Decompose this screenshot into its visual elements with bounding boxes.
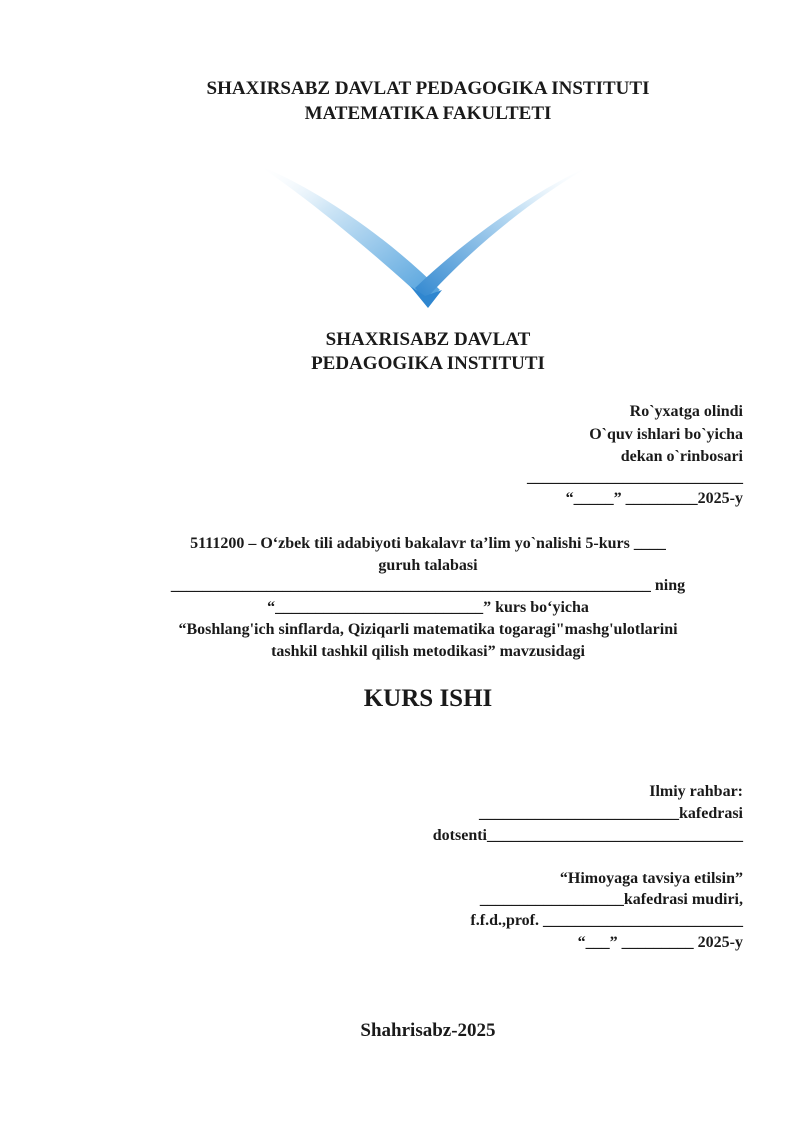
institute-name: SHAXIRSABZ DAVLAT PEDAGOGIKA INSTITUTI: [206, 78, 650, 99]
student-program: 5111200 – O‘zbek tili adabiyoti bakalavr ta’lim yo`nalishi 5-kurs ____: [190, 535, 666, 552]
approval-registered: Ro`yxatga olindi: [629, 403, 743, 420]
topic-line1: “Boshlang'ich sinflarda, Qiziqarli matematika togaragi"mashg'ulotlarini: [178, 621, 678, 638]
student-group: guruh talabasi: [378, 557, 478, 574]
defense-professor: f.f.d.,prof. _________________________: [470, 912, 743, 929]
approval-deputy-dean: dekan o`rinbosari: [620, 448, 743, 465]
defense-date: “___” _________ 2025-y: [577, 934, 743, 951]
defense-head-department: __________________kafedrasi mudiri,: [479, 891, 743, 908]
institute-logo: [250, 160, 600, 330]
approval-signature-line: ___________________________: [527, 469, 743, 486]
page-title: KURS ISHI: [363, 685, 493, 712]
faculty-name: MATEMATIKA FAKULTETI: [304, 103, 552, 124]
supervisor-label: Ilmiy rahbar:: [649, 783, 743, 800]
supervisor-department: _________________________kafedrasi: [479, 805, 743, 822]
approval-academic: O`quv ishlari bo`yicha: [589, 426, 743, 443]
logo-chevron-icon: [250, 160, 600, 330]
topic-line2: tashkil tashkil qilish metodikasi” mavzusidagi: [271, 643, 585, 660]
approval-date: “_____” _________2025-y: [565, 490, 743, 507]
course-subject-line: “__________________________” kurs bo‘yicha: [267, 599, 589, 616]
place-year: Shahrisabz-2025: [360, 1020, 496, 1041]
logo-name-line1: SHAXRISABZ DAVLAT: [325, 329, 531, 350]
student-name-line: ____________________________________________________________ ning: [170, 577, 686, 594]
logo-name-line2: PEDAGOGIKA INSTITUTI: [311, 353, 545, 374]
defense-label: “Himoyaga tavsiya etilsin”: [559, 870, 743, 887]
supervisor-docent: dotsenti________________________________: [432, 827, 743, 844]
